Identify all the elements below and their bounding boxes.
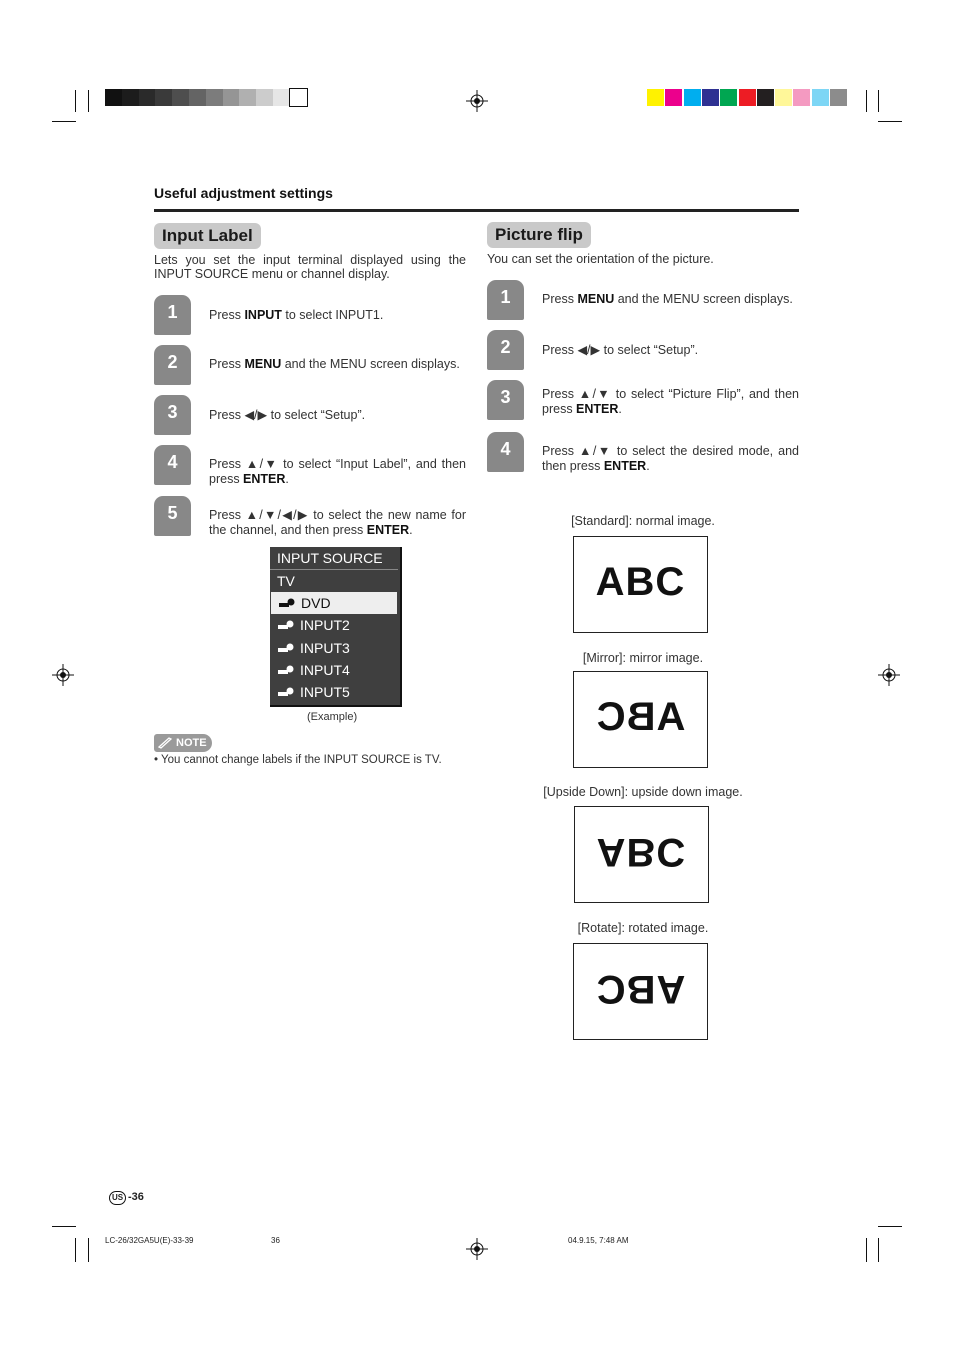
step-text xyxy=(542,444,799,473)
flip-example-upside-down xyxy=(574,806,709,903)
gray-swatch xyxy=(122,89,139,106)
menu-header-label: INPUT SOURCE xyxy=(277,550,383,566)
step-text-part: Press xyxy=(542,292,578,306)
step-text-part: ▲/▼ to select “Picture Flip”, and then press xyxy=(542,387,799,416)
gray-swatch xyxy=(206,89,223,106)
step-text-part: ▲/▼ to select “Input Label”, and then press xyxy=(209,457,466,486)
flip-caption-upside-down: [Upside Down]: upside down image. xyxy=(543,785,743,799)
menu-header xyxy=(270,547,398,569)
flip-sample-text: ABC xyxy=(595,967,686,1011)
registration-mark-icon xyxy=(466,90,488,112)
step-number-badge: 4 xyxy=(487,432,524,472)
step-text xyxy=(542,343,799,358)
flip-sample-text: ABC xyxy=(595,695,686,739)
menu-item-input4[interactable] xyxy=(270,659,398,681)
step-text-part: Press xyxy=(542,387,579,401)
step-number-badge: 2 xyxy=(154,345,191,385)
menu-item-label: INPUT4 xyxy=(300,661,350,678)
step-text-part: . xyxy=(409,522,413,537)
color-swatch xyxy=(775,89,792,106)
step-text-part: and the MENU screen displays. xyxy=(614,292,793,306)
step-text-part: . xyxy=(646,458,650,473)
menu-item-input5[interactable] xyxy=(270,681,398,703)
registration-mark-icon xyxy=(878,664,900,686)
gray-swatch xyxy=(189,89,206,106)
step-text-part: . xyxy=(285,471,289,486)
step-text-part: Press xyxy=(209,357,245,371)
menu-item-dvd[interactable] xyxy=(271,592,397,614)
flip-example-rotate xyxy=(573,943,708,1040)
color-swatch xyxy=(830,89,847,106)
step-text-part: MENU xyxy=(244,357,282,371)
step-text-part: ▲/▼ to select the desired mode, and then press xyxy=(542,444,799,473)
step-text-part: ENTER xyxy=(576,401,619,416)
step-text xyxy=(542,387,799,416)
step-text xyxy=(542,292,799,307)
step-text xyxy=(209,408,466,423)
print-timestamp: 04.9.15, 7:48 AM xyxy=(568,1236,629,1245)
gray-swatch xyxy=(139,89,156,106)
pencil-icon xyxy=(158,737,173,749)
menu-item-label: INPUT3 xyxy=(300,639,350,656)
step-text-part: ◀/▶ to select “Setup”. xyxy=(577,343,699,357)
step-text-part: ENTER xyxy=(366,522,410,537)
step-number-badge: 1 xyxy=(154,295,191,335)
color-swatch xyxy=(793,89,810,106)
flip-caption-standard: [Standard]: normal image. xyxy=(571,514,715,528)
region-badge: US xyxy=(109,1191,126,1205)
step-number-badge: 1 xyxy=(487,280,524,320)
picture-flip-intro: You can set the orientation of the picture. xyxy=(487,252,714,266)
gray-swatch xyxy=(256,89,273,106)
color-swatch xyxy=(739,89,756,106)
step-text-part: ENTER xyxy=(243,471,286,486)
step-text-part: Press xyxy=(209,308,245,322)
menu-item-label: INPUT5 xyxy=(300,684,350,700)
flip-caption-rotate: [Rotate]: rotated image. xyxy=(577,921,709,935)
gray-swatch xyxy=(223,89,240,106)
color-swatch xyxy=(812,89,829,106)
note-text: • You cannot change labels if the INPUT SOURCE is TV. xyxy=(154,754,442,766)
gray-swatch xyxy=(172,89,189,106)
step-text-part: . xyxy=(618,401,622,416)
flip-example-mirror xyxy=(573,671,708,768)
color-swatch xyxy=(720,89,737,106)
flip-example-standard xyxy=(573,536,708,633)
step-text xyxy=(209,357,466,372)
color-swatch xyxy=(647,89,664,106)
menu-item-tv[interactable] xyxy=(270,570,398,592)
step-text-part: Press xyxy=(209,408,245,422)
input-label-intro: Lets you set the input terminal displayed using the INPUT SOURCE menu or channel display. xyxy=(154,253,466,281)
step-text-part: Press xyxy=(209,508,246,522)
input-plug-icon xyxy=(278,620,294,630)
page-number: -36 xyxy=(128,1191,144,1203)
registration-mark-icon xyxy=(52,664,74,686)
step-text xyxy=(209,508,466,537)
input-plug-icon xyxy=(279,598,295,608)
registration-mark-icon xyxy=(466,1238,488,1260)
input-plug-icon xyxy=(278,643,294,653)
step-text-part: ◀/▶ to select “Setup”. xyxy=(244,408,366,422)
step-number-badge: 2 xyxy=(487,330,524,370)
step-text-part: Press xyxy=(209,457,246,471)
step-text-part: and the MENU screen displays. xyxy=(281,357,460,371)
step-text-part: INPUT xyxy=(244,308,282,322)
step-number-badge: 3 xyxy=(154,395,191,435)
step-text xyxy=(209,457,466,486)
print-page-number: 36 xyxy=(271,1236,280,1245)
input-plug-icon xyxy=(278,687,294,697)
note-badge xyxy=(154,734,212,752)
step-text-part: MENU xyxy=(577,292,615,306)
file-name: LC-26/32GA5U(E)-33-39 xyxy=(105,1236,194,1245)
menu-item-label: TV xyxy=(277,573,295,589)
note-label: NOTE xyxy=(176,737,207,749)
input-label-title: Input Label xyxy=(154,223,261,249)
menu-item-label: DVD xyxy=(301,595,331,612)
gray-swatch xyxy=(239,89,256,106)
menu-item-input3[interactable] xyxy=(270,637,398,659)
step-text-part: Press xyxy=(542,444,579,458)
step-text-part: Press xyxy=(542,343,578,357)
gray-swatch xyxy=(273,89,290,106)
flip-caption-mirror: [Mirror]: mirror image. xyxy=(582,651,704,665)
section-heading: Useful adjustment settings xyxy=(154,185,333,201)
input-plug-icon xyxy=(278,665,294,675)
header-rule xyxy=(154,209,799,212)
example-caption: (Example) xyxy=(307,711,358,723)
gray-swatch xyxy=(105,89,122,106)
step-text xyxy=(209,308,466,323)
step-number-badge: 5 xyxy=(154,496,191,536)
menu-item-input2[interactable] xyxy=(270,614,398,636)
input-source-menu xyxy=(270,547,402,707)
step-text-part: ENTER xyxy=(603,458,647,473)
color-swatch xyxy=(684,89,701,106)
flip-sample-text: ABC xyxy=(595,560,686,604)
step-number-badge: 4 xyxy=(154,445,191,485)
color-swatch xyxy=(702,89,719,106)
step-text-part: ▲/▼/◀/▶ to select the new name for the channel, and then press xyxy=(209,508,466,537)
flip-sample-text: ABC xyxy=(596,830,687,874)
gray-swatch xyxy=(290,89,307,106)
picture-flip-title: Picture flip xyxy=(487,222,591,248)
color-swatch xyxy=(665,89,682,106)
step-text-part: to select INPUT1. xyxy=(281,308,384,322)
step-number-badge: 3 xyxy=(487,380,524,420)
menu-item-label: INPUT2 xyxy=(300,617,350,634)
note-body: You cannot change labels if the INPUT SOURCE is TV. xyxy=(161,754,442,766)
color-swatch xyxy=(757,89,774,106)
gray-swatch xyxy=(155,89,172,106)
